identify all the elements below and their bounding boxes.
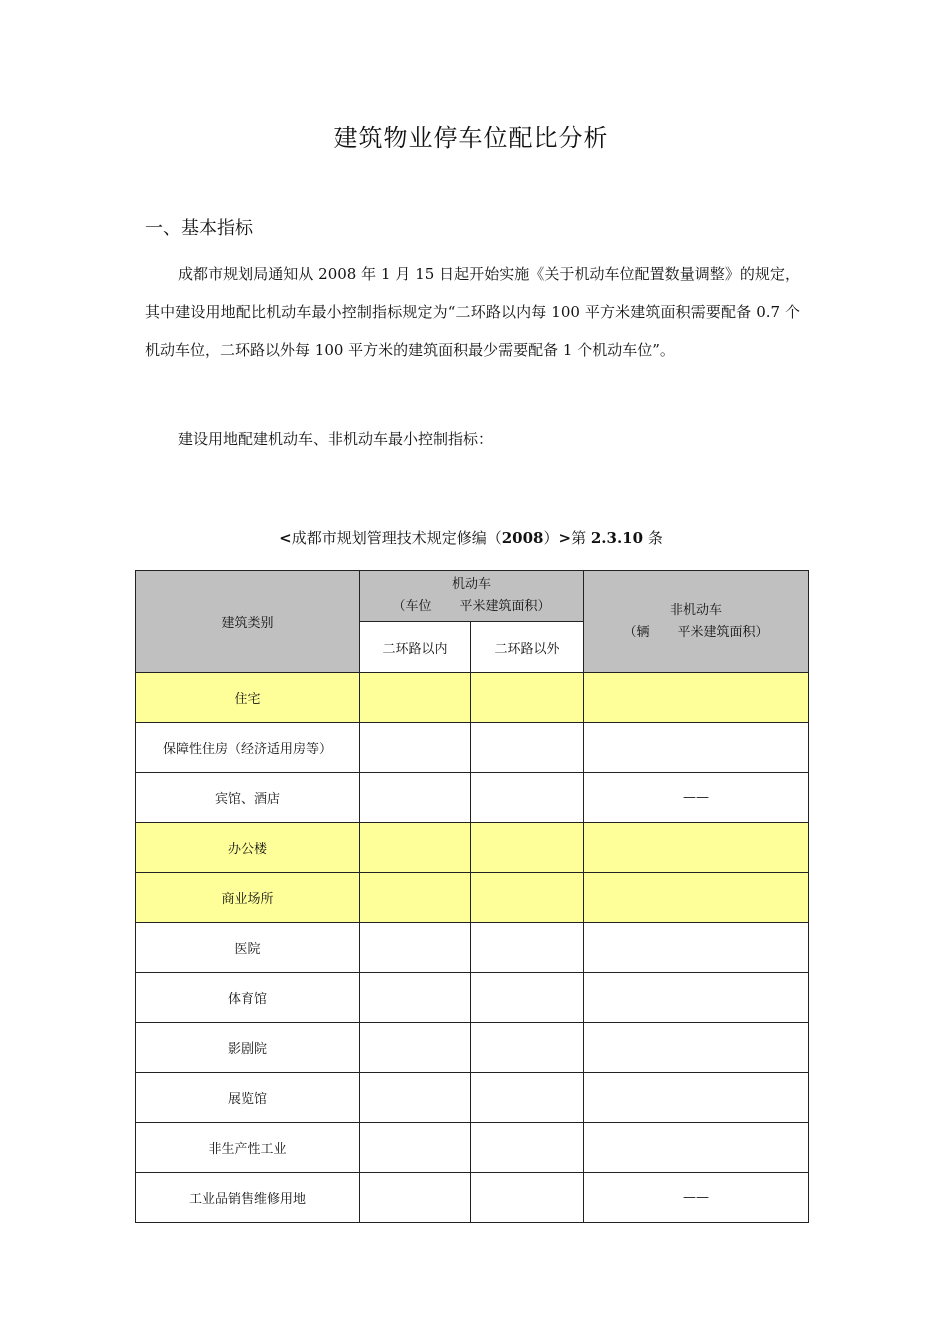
section-heading: 一、基本指标 bbox=[145, 218, 253, 239]
intro-paragraph: 成都市规划局通知从 2008 年 1 月 15 日起开始实施《关于机动车位配置数量调整》的规定，其中建设用地配比机动车最小控制指标规定为“二环路以内每 100 平方米建筑面积需要配备 0.7 个机动车位，二环路以外每 100 平方米的建筑面积最少需要配备 1 个机动车位”。 bbox=[145, 265, 800, 359]
cell-category: 办公楼 bbox=[136, 823, 360, 873]
cell-outer-ring bbox=[471, 673, 584, 723]
cell-inner-ring bbox=[360, 973, 471, 1023]
table-row bbox=[136, 723, 809, 773]
cell-inner-ring bbox=[360, 873, 471, 923]
cell-non-motor bbox=[584, 973, 809, 1023]
header-category: 建筑类别 bbox=[136, 571, 360, 673]
cell-category: 保障性住房（经济适用房等） bbox=[136, 723, 360, 773]
header-inner-ring: 二环路以内 bbox=[360, 622, 471, 673]
caption-article-num: 2.3.10 bbox=[590, 529, 644, 547]
cell-outer-ring bbox=[471, 823, 584, 873]
table-row bbox=[136, 823, 809, 873]
cell-category: 体育馆 bbox=[136, 973, 360, 1023]
table-row bbox=[136, 923, 809, 973]
table-row bbox=[136, 773, 809, 823]
header-non-motor-unit bbox=[584, 622, 808, 644]
cell-non-motor bbox=[584, 823, 809, 873]
cell-inner-ring bbox=[360, 1073, 471, 1123]
caption-close: ） bbox=[543, 529, 559, 547]
cell-non-motor bbox=[584, 1073, 809, 1123]
header-outer-ring: 二环路以外 bbox=[471, 622, 584, 673]
cell-outer-ring bbox=[471, 923, 584, 973]
page-title: 建筑物业停车位配比分析 bbox=[333, 124, 609, 152]
header-motor-unit bbox=[360, 596, 583, 618]
cell-outer-ring bbox=[471, 1123, 584, 1173]
cell-non-motor: —— bbox=[584, 1173, 809, 1223]
cell-non-motor bbox=[584, 1023, 809, 1073]
caption-lt: < bbox=[279, 529, 292, 547]
cell-inner-ring bbox=[360, 723, 471, 773]
cell-inner-ring bbox=[360, 923, 471, 973]
cell-category: 宾馆、酒店 bbox=[136, 773, 360, 823]
header-motor bbox=[360, 571, 584, 622]
header-non-motor bbox=[584, 571, 809, 673]
table-row bbox=[136, 673, 809, 723]
motor-unit-right: 平米建筑面积） bbox=[459, 599, 551, 614]
cell-non-motor: —— bbox=[584, 773, 809, 823]
cell-outer-ring bbox=[471, 723, 584, 773]
header-non-motor-label: 非机动车 bbox=[669, 602, 722, 618]
cell-inner-ring bbox=[360, 1023, 471, 1073]
cell-non-motor bbox=[584, 1123, 809, 1173]
table-row bbox=[136, 1173, 809, 1223]
cell-outer-ring bbox=[471, 773, 584, 823]
caption-year: 2008 bbox=[501, 529, 544, 547]
table-row bbox=[136, 1023, 809, 1073]
cell-category: 工业品销售维修用地 bbox=[136, 1173, 360, 1223]
caption-article-suffix: 条 bbox=[643, 529, 663, 547]
caption-gt: > bbox=[558, 529, 572, 547]
table-row bbox=[136, 1123, 809, 1173]
table-row bbox=[136, 873, 809, 923]
motor-unit-left: （车位 bbox=[392, 599, 432, 614]
cell-category: 影剧院 bbox=[136, 1023, 360, 1073]
table-intro-paragraph: 建设用地配建机动车、非机动车最小控制指标： bbox=[178, 430, 494, 448]
cell-outer-ring bbox=[471, 973, 584, 1023]
cell-category: 展览馆 bbox=[136, 1073, 360, 1123]
cell-non-motor bbox=[584, 723, 809, 773]
cell-non-motor bbox=[584, 873, 809, 923]
cell-category: 医院 bbox=[136, 923, 360, 973]
table-caption bbox=[0, 527, 942, 548]
cell-non-motor bbox=[584, 673, 809, 723]
cell-outer-ring bbox=[471, 873, 584, 923]
cell-outer-ring bbox=[471, 1173, 584, 1223]
cell-non-motor bbox=[584, 923, 809, 973]
non-motor-unit-right: 平米建筑面积） bbox=[677, 624, 769, 640]
table-row bbox=[136, 973, 809, 1023]
parking-spec-table bbox=[135, 570, 809, 1223]
cell-category: 住宅 bbox=[136, 673, 360, 723]
cell-outer-ring bbox=[471, 1073, 584, 1123]
table-body bbox=[136, 673, 809, 1223]
cell-category: 非生产性工业 bbox=[136, 1123, 360, 1173]
cell-inner-ring bbox=[360, 1123, 471, 1173]
caption-article-label: 第 bbox=[571, 529, 591, 547]
caption-text: 成都市规划管理技术规定修编（ bbox=[291, 529, 502, 547]
header-motor-label: 机动车 bbox=[451, 577, 491, 592]
table-row bbox=[136, 1073, 809, 1123]
non-motor-unit-left: （辆 bbox=[623, 624, 650, 640]
cell-inner-ring bbox=[360, 673, 471, 723]
cell-category: 商业场所 bbox=[136, 873, 360, 923]
cell-outer-ring bbox=[471, 1023, 584, 1073]
cell-inner-ring bbox=[360, 1173, 471, 1223]
cell-inner-ring bbox=[360, 823, 471, 873]
cell-inner-ring bbox=[360, 773, 471, 823]
